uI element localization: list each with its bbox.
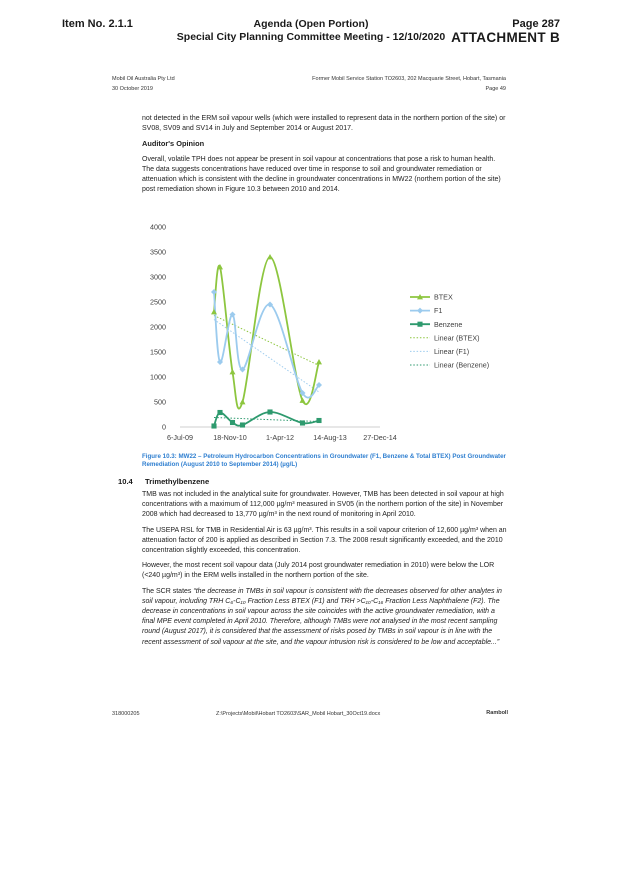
series-line xyxy=(214,257,319,409)
intro-paragraph: not detected in the ERM soil vapour wells (which were installed to represent data in the northern portion of the site) or SV08, SV09 and SV14 in July and September 2014 or August 2017. xyxy=(142,115,506,133)
x-tick-label: 27-Dec-14 xyxy=(363,433,397,442)
agenda-line-1: Agenda (Open Portion) xyxy=(253,18,369,30)
page-number: Page 287 xyxy=(512,18,560,30)
data-point xyxy=(240,422,245,427)
agenda-title xyxy=(150,18,472,44)
page-info xyxy=(451,18,560,44)
figure-caption: Figure 10.3: MW22 – Petroleum Hydrocarbon Concentrations in Groundwater (F1, Benzene & Total BTEX) Post Groundwater Remediation (August 2010 to September 2014) (µg/L) xyxy=(142,453,506,468)
legend-marker xyxy=(417,308,423,314)
legend-marker xyxy=(417,322,422,327)
y-tick-label: 500 xyxy=(154,397,166,407)
data-point xyxy=(316,359,322,364)
legend-label: Linear (BTEX) xyxy=(434,333,480,343)
tmb-paragraph-2: The USEPA RSL for TMB in Residential Air is 63 µg/m³. This results in a soil vapour criterion of 12,600 µg/m³ when an attenuation factor of 200 is applied as described in Section 7.3. The 2008 result significantly exceeded, and the 2010 concentration slightly exceeded, this concentration. xyxy=(142,526,507,555)
footer-path: Z:\Projects\Mobil\Hobart TO2603\SAR_Mobil Hobart_30Oct19.docx xyxy=(216,711,381,717)
y-tick-label: 4000 xyxy=(150,222,166,232)
footer-company: Ramboll xyxy=(486,710,508,716)
y-tick-label: 3000 xyxy=(150,272,166,282)
data-point xyxy=(211,309,217,314)
legend-label: Benzene xyxy=(434,319,463,329)
body-section xyxy=(142,490,508,653)
x-tick-label: 6-Jul-09 xyxy=(167,433,193,442)
footer-doc-number: 318000205 xyxy=(112,711,140,717)
y-tick-label: 1500 xyxy=(150,347,166,357)
groundwater-chart xyxy=(130,215,500,450)
data-point xyxy=(230,420,235,425)
data-point xyxy=(267,254,273,259)
section-number: 10.4 xyxy=(118,477,133,486)
item-number: Item No. 2.1.1 xyxy=(62,18,133,30)
y-tick-label: 3500 xyxy=(150,247,166,257)
report-date: 30 October 2019 xyxy=(112,86,153,92)
auditor-heading: Auditor's Opinion xyxy=(142,139,205,149)
section-title: Trimethylbenzene xyxy=(145,477,210,486)
data-point xyxy=(316,418,321,423)
tmb-paragraph-4 xyxy=(142,587,508,648)
agenda-line-2: Special City Planning Committee Meeting - 12/10/2020 xyxy=(176,31,446,43)
legend-label: Linear (Benzene) xyxy=(434,360,490,370)
scr-quote: “the decrease in TMBs in soil vapour is consistent with the decreases observed for other analytes in soil vapour, including TRH C₆-C₁₀ Fraction Less BTEX (F1) and TRH >C₁₀-C₁₆ Fraction Less Naphthalene (F2). The decrease in concentrations in soil vapour across the site coincides with the active groundwater remediation, with a final MPE event completed in April 2010. Therefore, although TMBs were not analysed in the most recent sampling round (August 2017), it is considered that the assessment of risks posed by TMBs in soil vapour is in line with the recent assessment of soil vapour at the site, and the vapour intrusion risk is considered to be low and acceptable...” xyxy=(142,587,502,646)
report-page: Page 49 xyxy=(485,86,506,92)
auditor-paragraph: Overall, volatile TPH does not appear be present in soil vapour at concentrations that pose a risk to human health. The data suggests concentrations have reduced over time in response to soil and groundwater remediation or attenuation which is consistent with the decline in groundwater concentrations in MW22 (northern portion of the site) post remediation shown in Figure 10.3 between 2010 and 2014. xyxy=(142,155,501,194)
y-tick-label: 2500 xyxy=(150,297,166,307)
legend-label: F1 xyxy=(434,306,443,316)
data-point xyxy=(211,423,216,428)
report-site: Former Mobil Service Station TO2603, 202 Macquarie Street, Hobart, Tasmania xyxy=(312,76,506,82)
scr-lead: The SCR states xyxy=(142,587,194,595)
data-point xyxy=(300,420,305,425)
y-tick-label: 2000 xyxy=(150,322,166,332)
data-point xyxy=(300,398,306,403)
data-point xyxy=(230,369,236,374)
data-point xyxy=(267,409,272,414)
legend-label: BTEX xyxy=(434,292,453,302)
legend-label: Linear (F1) xyxy=(434,347,470,356)
body-top xyxy=(142,114,508,200)
attachment-label: ATTACHMENT B xyxy=(451,30,560,45)
x-tick-label: 1-Apr-12 xyxy=(266,433,294,442)
tmb-paragraph-1: TMB was not included in the analytical suite for groundwater. However, TMB has been detected in soil vapour at high concentrations with a maximum of 112,000 µg/m³ measured in SV05 (in the northern portion of the site) in November 2008 which had decreased to 13,770 µg/m³ in the next round of monitoring in April 2010. xyxy=(142,491,504,519)
x-tick-label: 18-Nov-10 xyxy=(213,433,247,442)
data-point xyxy=(217,410,222,415)
x-tick-label: 14-Aug-13 xyxy=(313,433,347,442)
report-meta-right xyxy=(312,74,506,94)
y-tick-label: 1000 xyxy=(150,372,166,382)
tmb-paragraph-3: However, the most recent soil vapour data (July 2014 post groundwater remediation in 2010) were below the LOR (<240 µg/m³) in the ERM wells installed in the northern portion of the site. xyxy=(142,562,495,580)
y-tick-label: 0 xyxy=(162,422,166,432)
report-meta-left xyxy=(112,74,175,94)
report-company: Mobil Oil Australia Pty Ltd xyxy=(112,76,175,82)
section-heading xyxy=(118,477,209,486)
data-point xyxy=(240,399,246,404)
